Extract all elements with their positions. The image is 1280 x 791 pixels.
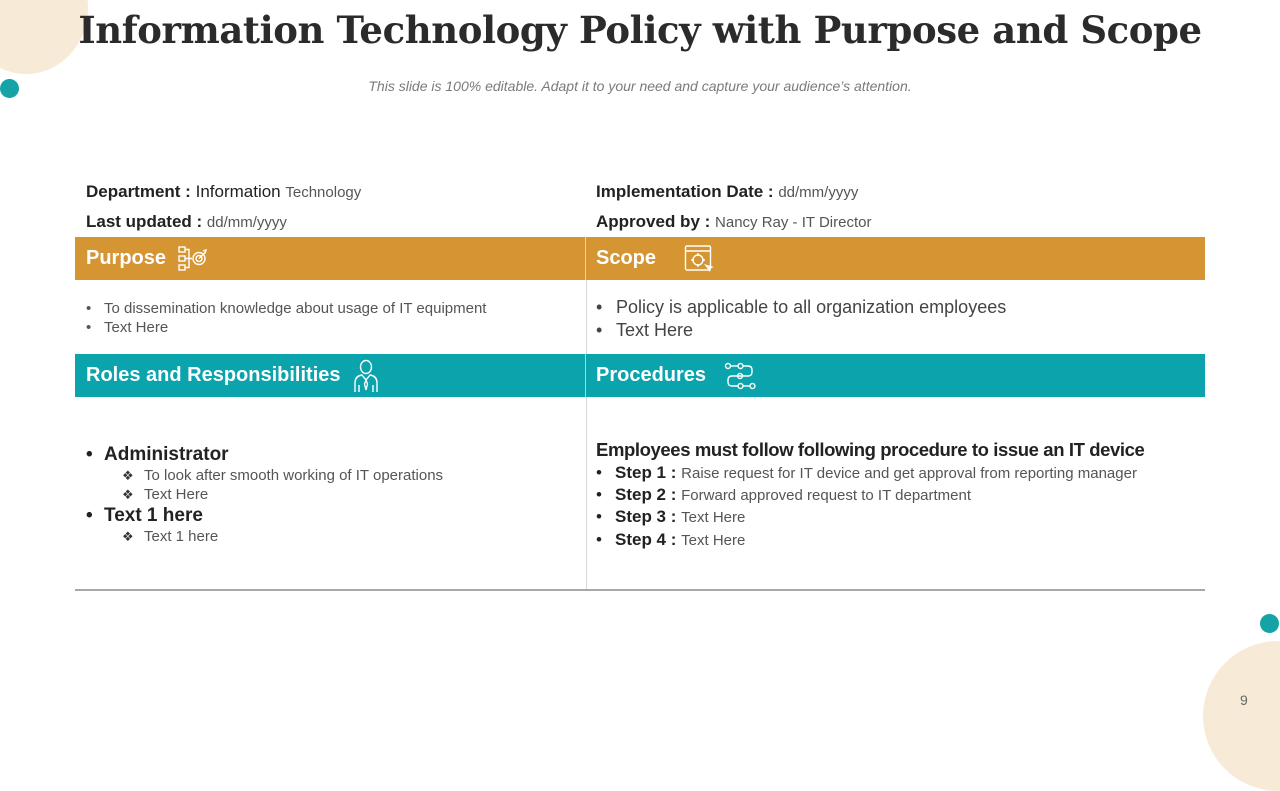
purpose-bullet-2-text: Text Here — [104, 319, 169, 336]
browser-target-cursor-icon — [684, 244, 714, 274]
scope-bullet-1: • Policy is applicable to all organization employees — [596, 297, 1007, 317]
purpose-bullet-1-text: To dissemination knowledge about usage of IT equipment — [104, 300, 487, 317]
procedures-heading: Procedures — [596, 364, 707, 386]
purpose-bullet-1: • To dissemination knowledge about usage of IT equipment — [86, 300, 487, 317]
roles-item-2: • Text 1 here — [86, 505, 203, 526]
implementation-row — [596, 182, 858, 202]
procedure-step-2-text: Forward approved request to IT department — [681, 487, 972, 504]
last-updated-label: Last updated : — [86, 212, 203, 231]
scope-bullet-1-text: Policy is applicable to all organization employees — [616, 297, 1007, 317]
roles-item-2-sub-1: ❖ Text 1 here — [122, 528, 219, 545]
band-divider — [585, 237, 586, 280]
department-value-a: Information — [195, 182, 281, 201]
procedure-step-2: • Step 2 : Forward approved request to IT department — [596, 485, 972, 504]
roles-item-1: • Administrator — [86, 444, 229, 465]
purpose-bullet-2: • Text Here — [86, 319, 169, 336]
implementation-label: Implementation Date : — [596, 182, 774, 201]
roles-heading: Roles and Responsibilities — [86, 364, 341, 386]
slide-title: Information Technology Policy with Purpose and Scope — [78, 8, 1202, 52]
column-divider-bottom — [586, 397, 587, 589]
procedure-step-3-text: Text Here — [681, 509, 746, 526]
purpose-heading: Purpose — [86, 247, 167, 269]
purpose-scope-header-band — [75, 237, 1205, 280]
scope-bullet-2-text: Text Here — [616, 320, 694, 340]
slide-subtitle: This slide is 100% editable. Adapt it to your need and capture your audience’s attention. — [368, 78, 912, 94]
procedure-step-1-text: Raise request for IT device and get approval from reporting manager — [681, 465, 1137, 482]
band-divider — [585, 354, 586, 397]
procedure-step-1-label: Step 1 : — [615, 463, 677, 482]
procedure-step-4-label: Step 4 : — [615, 530, 677, 549]
department-label: Department : — [86, 182, 191, 201]
column-divider-top — [586, 280, 587, 354]
purpose-header — [86, 237, 208, 280]
approved-row — [596, 212, 871, 232]
roles-item-2-label: Text 1 here — [104, 505, 203, 526]
roles-procedures-header-band — [75, 354, 1205, 397]
page-number: 9 — [1240, 692, 1248, 708]
roles-item-1-sub-2: ❖ Text Here — [122, 486, 209, 503]
target-flowchart-icon — [178, 244, 208, 274]
decorative-dot-bottom-right — [1260, 614, 1279, 633]
procedure-step-3-label: Step 3 : — [615, 507, 677, 526]
process-flow-icon — [724, 361, 756, 391]
roles-item-1-sub-1: ❖ To look after smooth working of IT operations — [122, 467, 444, 484]
roles-item-2-sub-1-text: Text 1 here — [144, 528, 219, 545]
department-value-b: Technology — [285, 184, 362, 201]
procedure-step-4: • Step 4 : Text Here — [596, 530, 746, 549]
scope-bullet-2: • Text Here — [596, 320, 694, 340]
procedures-header — [596, 354, 756, 397]
scope-header — [596, 237, 714, 280]
table-bottom-rule — [75, 589, 1205, 591]
procedure-step-4-text: Text Here — [681, 532, 746, 549]
scope-heading: Scope — [596, 247, 657, 269]
procedures-intro: Employees must follow following procedure to issue an IT device — [596, 439, 1145, 460]
department-row — [86, 182, 361, 202]
roles-item-1-sub-1-text: To look after smooth working of IT operations — [144, 467, 444, 484]
person-tie-icon — [353, 359, 379, 393]
approved-label: Approved by : — [596, 212, 711, 231]
procedure-step-2-label: Step 2 : — [615, 485, 677, 504]
decorative-circle-bottom-right — [1203, 641, 1280, 791]
approved-value: Nancy Ray - IT Director — [715, 214, 872, 231]
roles-item-1-label: Administrator — [104, 444, 229, 465]
last-updated-row — [86, 212, 287, 232]
implementation-value: dd/mm/yyyy — [778, 184, 859, 201]
roles-item-1-sub-2-text: Text Here — [144, 486, 209, 503]
procedure-step-3: • Step 3 : Text Here — [596, 507, 746, 526]
roles-header — [86, 354, 379, 397]
procedure-step-1: • Step 1 : Raise request for IT device and get approval from reporting manager — [596, 463, 1137, 482]
last-updated-value: dd/mm/yyyy — [206, 214, 287, 231]
